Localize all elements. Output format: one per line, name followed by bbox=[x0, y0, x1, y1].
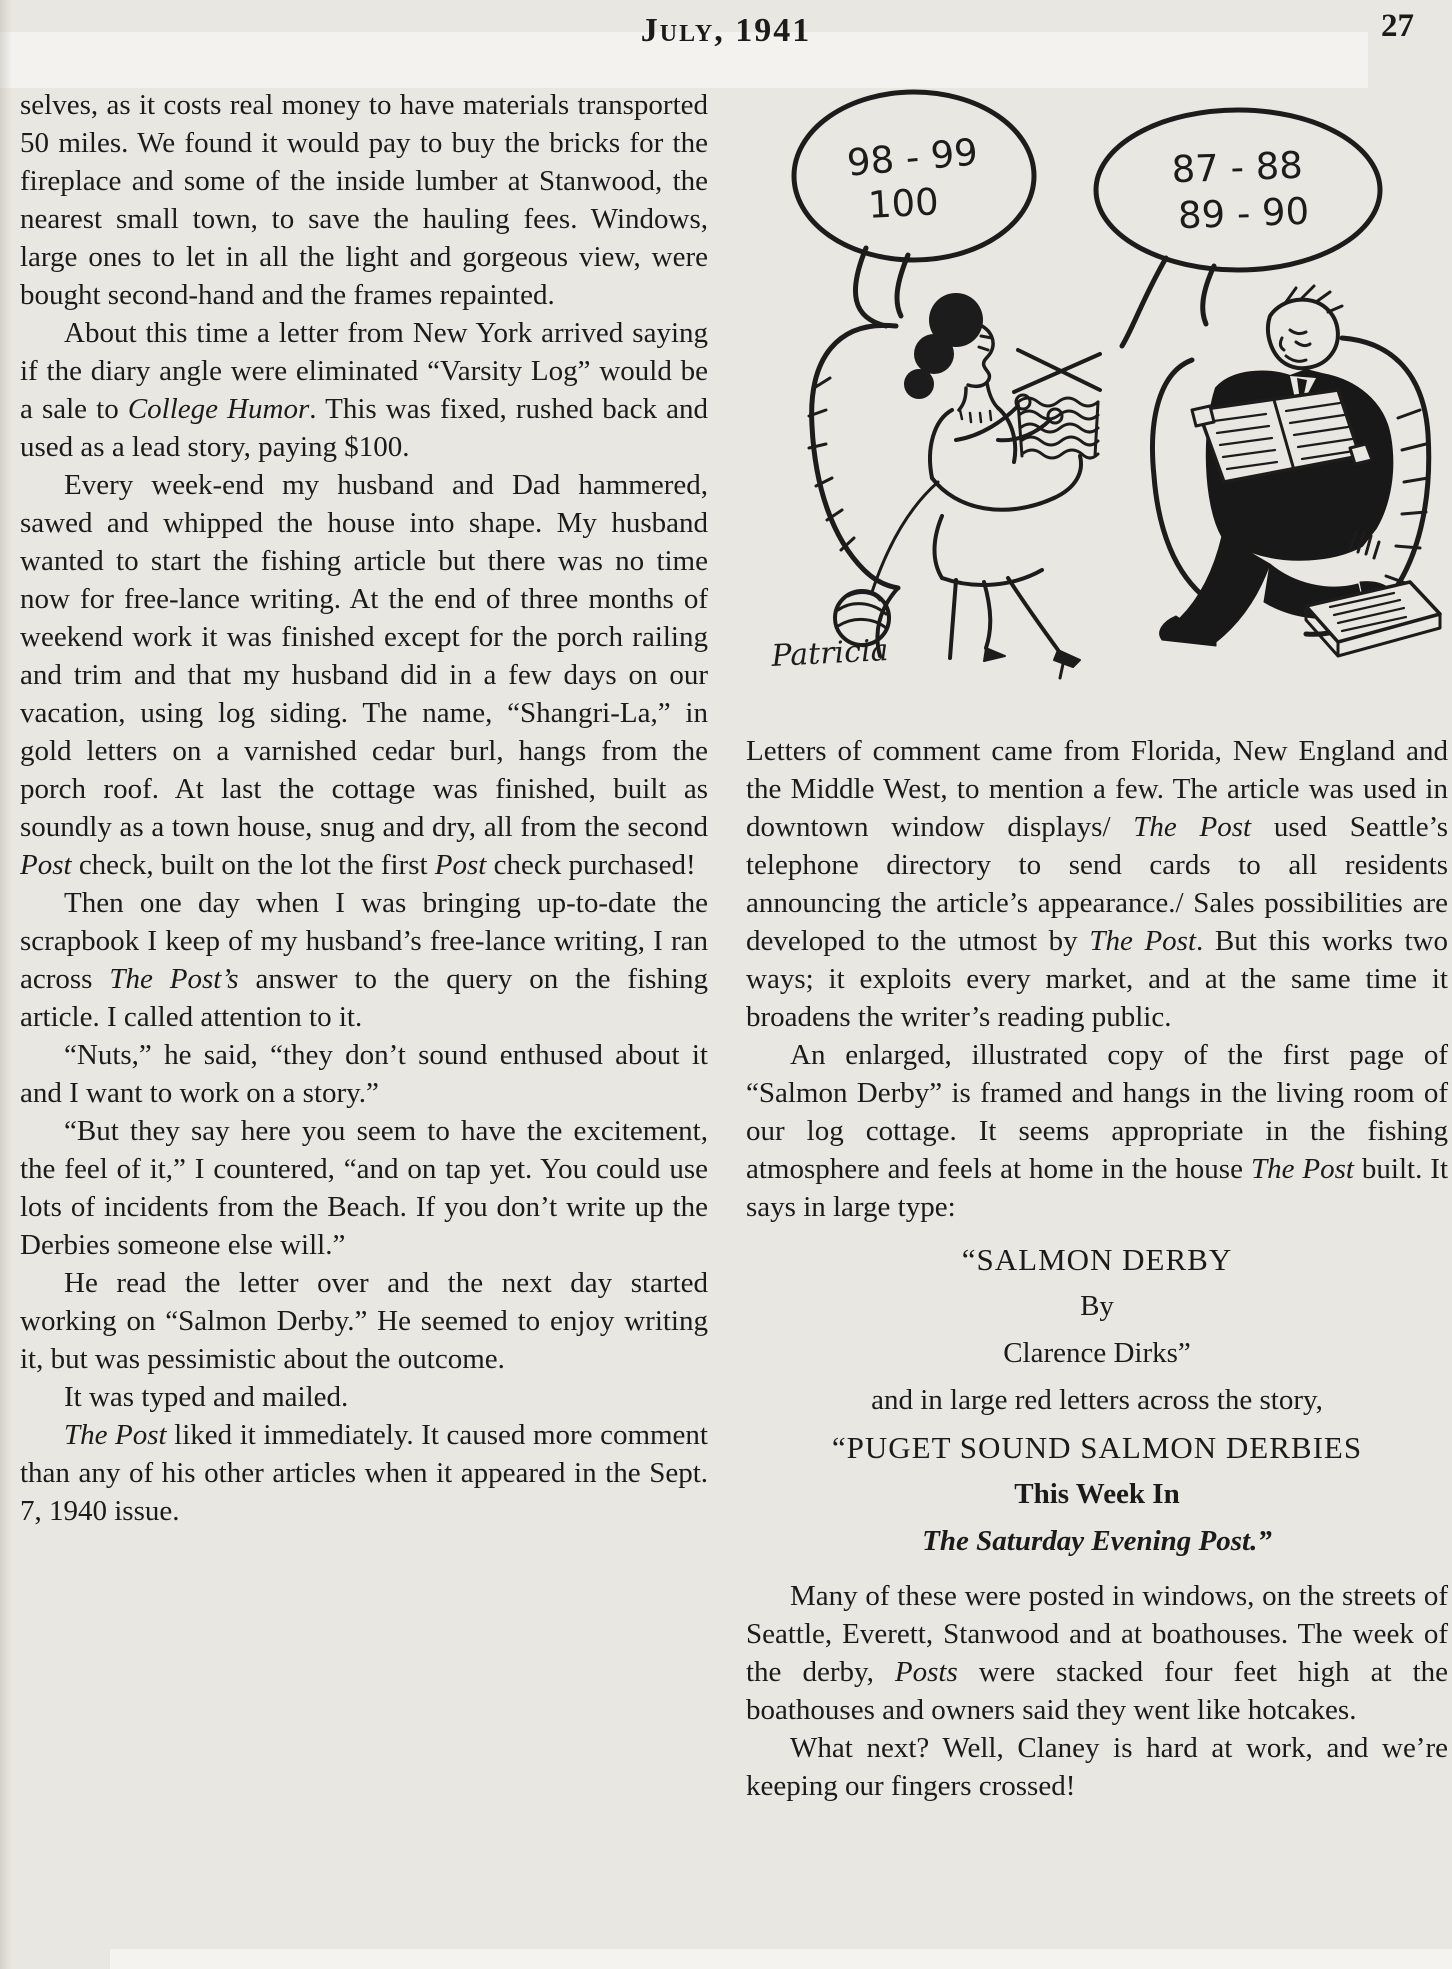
paragraph: “But they say here you seem to have the excitement, the feel of it,” I countered, “and on tap yet. You could use lots of incidents from the Beach. If you don’t write up the Derbies someone else will.” bbox=[20, 1115, 708, 1261]
paragraph: “Nuts,” he said, “they don’t sound enthused about it and I want to work on a story.” bbox=[20, 1039, 708, 1109]
bubble-text: 87 - 88 bbox=[1170, 143, 1304, 192]
cartoon-woman bbox=[809, 293, 1100, 678]
headline-line: This Week In bbox=[1014, 1478, 1180, 1510]
right-column-bottom-paragraphs bbox=[746, 1577, 1448, 1805]
right-column-top-paragraphs bbox=[746, 732, 1448, 1226]
headline-line: “SALMON DERBY bbox=[961, 1242, 1233, 1277]
headline-line: The Saturday Evening Post.” bbox=[922, 1525, 1272, 1557]
paragraph: About this time a letter from New York arrived saying if the diary angle were eliminated “Varsity Log” would be a sale to College Humor. This was fixed, rushed back and used as a lead story, paying $100. bbox=[20, 317, 709, 463]
framed-headline-block bbox=[746, 1236, 1448, 1565]
bubble-text: 100 bbox=[866, 180, 940, 227]
speech-bubble-left bbox=[794, 92, 1034, 326]
paragraph: selves, as it costs real money to have materials transported 50 miles. We found it would pay to buy the bricks for the fireplace and some of the inside lumber at Stanwood, the nearest small town, to save the hauling fees. Windows, large ones to let in all the light and gorgeous view, were bought second-hand and the frames repainted. bbox=[20, 89, 708, 311]
paragraph: It was typed and mailed. bbox=[64, 1381, 349, 1413]
right-column bbox=[746, 58, 1448, 1805]
paragraph: Every week-end my husband and Dad hammered, sawed and whipped the house into shape. My husband wanted to start the fishing article but there was no time now for free-lance writing. At the end of three months of weekend work it was finished except for the porch railing and trim and that my husband did in a few days on our vacation, using log siding. The name, “Shangri-La,” in gold letters on a varnished cedar burl, hangs from the porch roof. At last the cottage was finished, built as soundly as a town house, snug and dry, all from the second Post check, built on the lot the first Post check purchased! bbox=[20, 469, 708, 881]
bubble-text: 89 - 90 bbox=[1177, 189, 1310, 238]
paragraph: The Post liked it immediately. It caused more comment than any of his other articles when it appeared in the Sept. 7, 1940 issue. bbox=[20, 1419, 708, 1527]
headline-line: By bbox=[1080, 1290, 1114, 1322]
cartoon-illustration bbox=[746, 58, 1446, 706]
cartoon-signature: Patricia bbox=[770, 632, 890, 674]
scan-artifact-bottom bbox=[110, 1949, 1452, 1969]
headline-connector: and in large red letters across the story, bbox=[871, 1384, 1323, 1416]
paragraph: Many of these were posted in windows, on the streets of Seattle, Everett, Stanwood and at boathouses. The week of the derby, Posts were stacked four feet high at the boathouses and owners said they went like hotcakes. bbox=[746, 1580, 1448, 1726]
paragraph: Letters of comment came from Florida, New England and the Middle West, to mention a few. The article was used in downtown window displays/ The Post used Seattle’s telephone directory to send cards to all residents announcing the article’s appearance./ Sales possibilities are developed to the utmost by The Post. But this works two ways; it exploits every market, and at the same time it broadens the writer’s reading public. bbox=[746, 735, 1449, 1033]
speech-bubble-right bbox=[1096, 110, 1380, 346]
bubble-text: 98 - 99 bbox=[845, 130, 980, 185]
page-number: 27 bbox=[1381, 8, 1414, 44]
headline-line: Clarence Dirks” bbox=[1003, 1337, 1191, 1369]
scan-artifact-left-edge bbox=[0, 0, 12, 1969]
left-column bbox=[20, 86, 708, 1530]
paragraph: Then one day when I was bringing up-to-date the scrapbook I keep of my husband’s free-lance writing, I ran across The Post’s answer to the query on the fishing article. I called attention to it. bbox=[20, 887, 708, 1033]
paragraph: An enlarged, illustrated copy of the first page of “Salmon Derby” is framed and hangs in the living room of our log cottage. It seems appropriate in the fishing atmosphere and feels at home in the house The Post built. It says in large type: bbox=[746, 1039, 1448, 1223]
issue-date: July, 1941 bbox=[640, 12, 812, 49]
paragraph: He read the letter over and the next day started working on “Salmon Derby.” He seemed to enjoy writing it, but was pessimistic about the outcome. bbox=[20, 1267, 708, 1375]
paragraph: What next? Well, Claney is hard at work, and we’re keeping our fingers crossed! bbox=[746, 1732, 1448, 1802]
headline-line: “PUGET SOUND SALMON DERBIES bbox=[831, 1430, 1363, 1465]
